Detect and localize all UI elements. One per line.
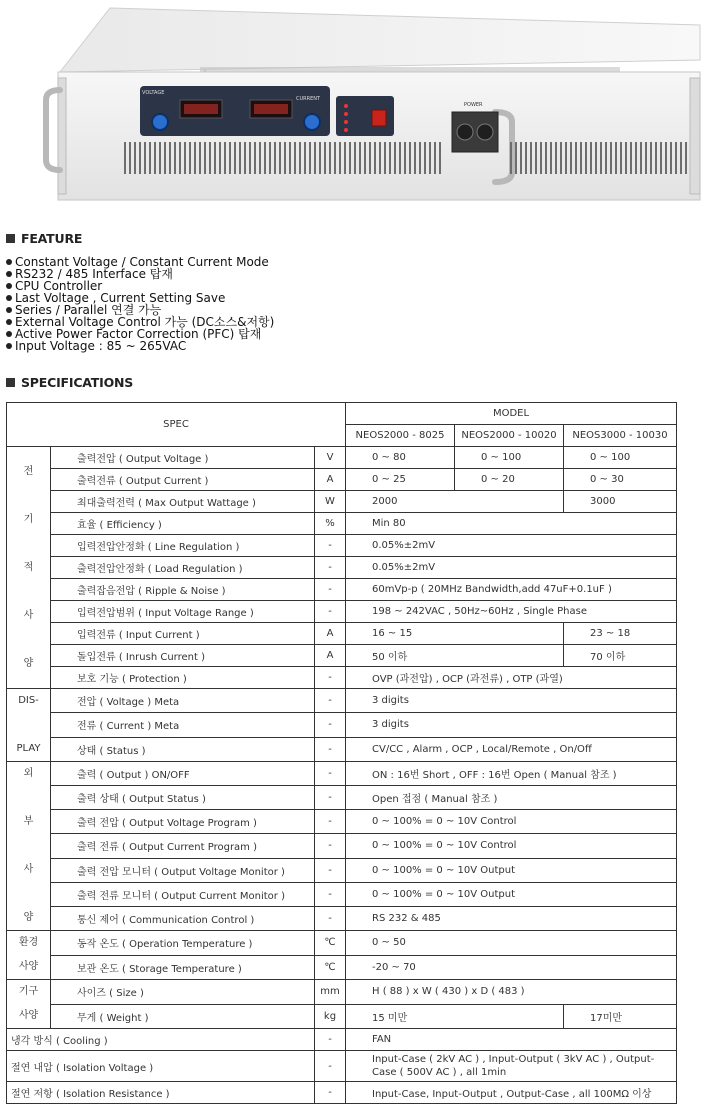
table-row: 보호 기능 ( Protection ) - OVP (과전압) , OCP (과전류) , OTP (과열): [7, 667, 677, 689]
vent-slot: [530, 142, 532, 174]
vent-slot: [154, 142, 156, 174]
vent-slot: [339, 142, 341, 174]
table-row: 입력전압안정화 ( Line Regulation ) - 0.05%±2mV: [7, 535, 677, 557]
vent-slot: [254, 142, 256, 174]
bullet-icon: [6, 307, 12, 313]
vent-slot: [680, 142, 682, 174]
current-knob-icon: [304, 114, 320, 130]
model-header: MODEL: [346, 403, 677, 425]
vent-slot: [665, 142, 667, 174]
spec-header: SPEC: [7, 403, 346, 447]
table-row: DIS- PLAY 전압 ( Voltage ) Meta - 3 digits: [7, 689, 677, 713]
vent-slot: [525, 142, 527, 174]
vent-slot: [169, 142, 171, 174]
table-row: 돌입전류 ( Inrush Current ) A 50 이하 70 이하: [7, 645, 677, 667]
square-bullet-icon: [6, 378, 15, 387]
vent-slot: [439, 142, 441, 174]
model-name: NEOS3000 - 10030: [564, 425, 677, 447]
vent-slot: [239, 142, 241, 174]
table-row: 상태 ( Status ) - CV/CC , Alarm , OCP , Local/Remote , On/Off: [7, 737, 677, 761]
vent-slot: [424, 142, 426, 174]
table-row: 입력전압범위 ( Input Voltage Range ) - 198 ~ 242VAC , 50Hz~60Hz , Single Phase: [7, 601, 677, 623]
table-row: 입력전류 ( Input Current ) A 16 ~ 15 23 ~ 18: [7, 623, 677, 645]
vent-slot: [319, 142, 321, 174]
table-row: 출력 전압 모니터 ( Output Voltage Monitor ) - 0 ~ 100% = 0 ~ 10V Output: [7, 858, 677, 882]
vent-slot: [650, 142, 652, 174]
vent-slot: [264, 142, 266, 174]
vent-slot: [344, 142, 346, 174]
vent-slot: [585, 142, 587, 174]
vent-slot: [595, 142, 597, 174]
vent-slot: [419, 142, 421, 174]
control-panel: [140, 86, 330, 136]
vent-slot: [189, 142, 191, 174]
table-row: 냉각 방식 ( Cooling ) - FAN: [7, 1029, 677, 1051]
table-row: 출력 전류 ( Output Current Program ) - 0 ~ 100% = 0 ~ 10V Control: [7, 834, 677, 858]
vent-slot: [660, 142, 662, 174]
vent-slot: [309, 142, 311, 174]
vent-slot: [179, 142, 181, 174]
power-switch-icon: [372, 110, 386, 126]
vent-slot: [670, 142, 672, 174]
vent-slot: [234, 142, 236, 174]
feature-item: Active Power Factor Correction (PFC) 탑재: [6, 328, 274, 340]
vent-slot: [184, 142, 186, 174]
vent-slot: [560, 142, 562, 174]
vent-slot: [289, 142, 291, 174]
vent-slot: [209, 142, 211, 174]
vent-slot: [645, 142, 647, 174]
vent-slot: [269, 142, 271, 174]
vent-slot: [379, 142, 381, 174]
vent-slot: [334, 142, 336, 174]
vent-slot: [134, 142, 136, 174]
bullet-icon: [6, 283, 12, 289]
vent-slot: [159, 142, 161, 174]
vent-slot: [359, 142, 361, 174]
vent-slot: [555, 142, 557, 174]
bullet-icon: [6, 331, 12, 337]
table-row: 외 부 사 양 출력 ( Output ) ON/OFF - ON : 16번 Short , OFF : 16번 Open ( Manual 참조 ): [7, 762, 677, 786]
vent-slot: [540, 142, 542, 174]
feature-item: CPU Controller: [6, 280, 274, 292]
feature-item: Constant Voltage / Constant Current Mode: [6, 256, 274, 268]
group-environment: 환경 사양: [7, 931, 51, 980]
vent-slot: [204, 142, 206, 174]
bullet-icon: [6, 343, 12, 349]
vent-slot: [675, 142, 677, 174]
vent-slot: [575, 142, 577, 174]
vent-slot: [214, 142, 216, 174]
vent-slot: [294, 142, 296, 174]
vent-slot: [284, 142, 286, 174]
group-mechanical: 기구 사양: [7, 980, 51, 1029]
table-row: 출력 상태 ( Output Status ) - Open 접점 ( Manual 참조 ): [7, 786, 677, 810]
feature-item: Input Voltage : 85 ~ 265VAC: [6, 340, 274, 352]
table-row: 출력잡음전압 ( Ripple & Noise ) - 60mVp-p ( 20MHz Bandwidth,add 47uF+0.1uF ): [7, 579, 677, 601]
vent-slot: [129, 142, 131, 174]
vent-slot: [354, 142, 356, 174]
vent-slot: [244, 142, 246, 174]
vent-slot: [550, 142, 552, 174]
vent-slot: [364, 142, 366, 174]
table-row: 효율 ( Efficiency ) % Min 80: [7, 513, 677, 535]
vent-slot: [279, 142, 281, 174]
table-row: 무게 ( Weight ) kg 15 미만 17미만: [7, 1004, 677, 1029]
table-row: 환경 사양 동작 온도 ( Operation Temperature ) ℃ 0 ~ 50: [7, 931, 677, 956]
vent-slot: [224, 142, 226, 174]
specifications-title: SPECIFICATIONS: [6, 375, 133, 390]
spec-table: [6, 402, 677, 1104]
vent-slot: [124, 142, 126, 174]
vent-slot: [409, 142, 411, 174]
square-bullet-icon: [6, 234, 15, 243]
svg-text:VOLTAGE: VOLTAGE: [142, 90, 165, 96]
voltage-knob-icon: [152, 114, 168, 130]
vent-slot: [394, 142, 396, 174]
vent-slot: [369, 142, 371, 174]
vent-slot: [620, 142, 622, 174]
vent-slot: [635, 142, 637, 174]
table-row: 절연 저항 ( Isolation Resistance ) - Input-Case, Input-Output , Output-Case , all 100MΩ 이상: [7, 1082, 677, 1104]
vent-slot: [515, 142, 517, 174]
vent-slot: [625, 142, 627, 174]
vent-slot: [314, 142, 316, 174]
table-row: 출력 전류 모니터 ( Output Current Monitor ) - 0 ~ 100% = 0 ~ 10V Output: [7, 882, 677, 906]
vent-slot: [535, 142, 537, 174]
vent-slot: [249, 142, 251, 174]
svg-text:CURRENT: CURRENT: [296, 96, 321, 102]
vent-slot: [384, 142, 386, 174]
table-row: 보관 온도 ( Storage Temperature ) ℃ -20 ~ 70: [7, 955, 677, 980]
vent-slot: [570, 142, 572, 174]
bullet-icon: [6, 259, 12, 265]
power-supply-product-image: [0, 0, 714, 205]
vent-slot: [655, 142, 657, 174]
feature-item: External Voltage Control 가능 (DC소스&저항): [6, 316, 274, 328]
vent-slot: [199, 142, 201, 174]
bullet-icon: [6, 295, 12, 301]
vent-slot: [630, 142, 632, 174]
table-row: 최대출력전력 ( Max Output Wattage ) W 2000 3000: [7, 491, 677, 513]
table-row: 출력전류 ( Output Current ) A 0 ~ 25 0 ~ 20 0 ~ 30: [7, 469, 677, 491]
vent-slot: [565, 142, 567, 174]
group-display: DIS- PLAY: [7, 689, 51, 762]
vent-slot: [174, 142, 176, 174]
svg-text:POWER: POWER: [464, 102, 483, 108]
feature-item: Series / Parallel 연결 가능: [6, 304, 274, 316]
vent-slot: [374, 142, 376, 174]
vent-slot: [600, 142, 602, 174]
vent-slot: [389, 142, 391, 174]
vent-slot: [229, 142, 231, 174]
vent-slot: [329, 142, 331, 174]
vent-slot: [399, 142, 401, 174]
vent-slot: [545, 142, 547, 174]
vent-slot: [429, 142, 431, 174]
vent-slot: [349, 142, 351, 174]
vent-slot: [685, 142, 687, 174]
group-electrical: 전 기 적 사 양: [7, 447, 51, 689]
vent-slot: [259, 142, 261, 174]
vent-slot: [164, 142, 166, 174]
vent-slot: [434, 142, 436, 174]
vent-slot: [304, 142, 306, 174]
feature-item: Last Voltage , Current Setting Save: [6, 292, 274, 304]
feature-list: [6, 256, 274, 352]
vent-slot: [194, 142, 196, 174]
vent-slot: [219, 142, 221, 174]
vent-slot: [590, 142, 592, 174]
table-row: 전류 ( Current ) Meta - 3 digits: [7, 713, 677, 737]
bullet-icon: [6, 271, 12, 277]
table-row: 전 기 적 사 양 출력전압 ( Output Voltage ) V 0 ~ 80 0 ~ 100 0 ~ 100: [7, 447, 677, 469]
table-row: 절연 내압 ( Isolation Voltage ) - Input-Case ( 2kV AC ) , Input-Output ( 3kV AC ) , Output-Case ( 500V AC ) , all 1min: [7, 1051, 677, 1082]
bullet-icon: [6, 319, 12, 325]
feature-title: FEATURE: [6, 231, 82, 246]
vent-slot: [610, 142, 612, 174]
vent-slot: [324, 142, 326, 174]
table-row: 출력 전압 ( Output Voltage Program ) - 0 ~ 100% = 0 ~ 10V Control: [7, 810, 677, 834]
vent-slot: [414, 142, 416, 174]
vent-slot: [615, 142, 617, 174]
vent-slot: [144, 142, 146, 174]
table-row: 출력전압안정화 ( Load Regulation ) - 0.05%±2mV: [7, 557, 677, 579]
model-name: NEOS2000 - 10020: [455, 425, 564, 447]
vent-slot: [510, 142, 512, 174]
model-name: NEOS2000 - 8025: [346, 425, 455, 447]
vent-slot: [139, 142, 141, 174]
vent-slot: [274, 142, 276, 174]
vent-slot: [299, 142, 301, 174]
vent-slot: [580, 142, 582, 174]
vent-slot: [605, 142, 607, 174]
group-external: 외 부 사 양: [7, 762, 51, 931]
feature-item: RS232 / 485 Interface 탑재: [6, 268, 274, 280]
table-row: 기구 사양 사이즈 ( Size ) mm H ( 88 ) x W ( 430 ) x D ( 483 ): [7, 980, 677, 1005]
vent-slot: [640, 142, 642, 174]
vent-slot: [520, 142, 522, 174]
vent-slot: [149, 142, 151, 174]
table-row: 통신 제어 ( Communication Control ) - RS 232 & 485: [7, 906, 677, 930]
vent-slot: [404, 142, 406, 174]
